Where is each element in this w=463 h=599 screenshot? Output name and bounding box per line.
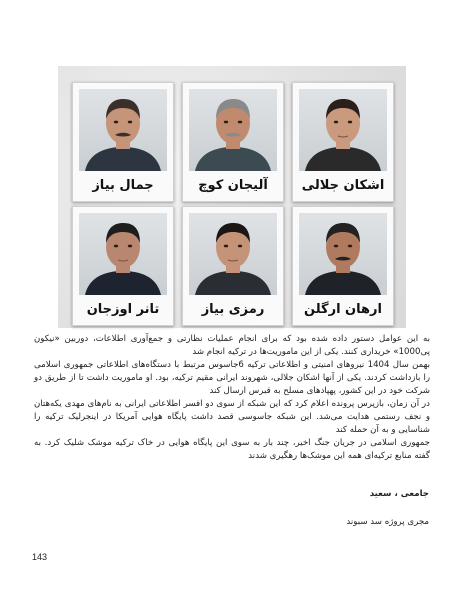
photo-caption: اشکان جلالی — [301, 178, 385, 193]
eye-shape — [334, 121, 338, 124]
shirt-shape — [195, 271, 271, 295]
eye-shape — [348, 121, 352, 124]
shirt-shape — [85, 147, 161, 171]
portrait-photo — [79, 89, 167, 171]
translator-line: مجری پروژه سد سبوند — [346, 517, 429, 527]
shirt-shape — [195, 147, 271, 171]
photo-collage — [58, 66, 406, 328]
photo-caption: رمزی بیاز — [201, 302, 265, 317]
portrait-silhouette — [299, 213, 387, 295]
eye-shape — [334, 245, 338, 248]
paragraph: در آن زمان، بازپرس پرونده اعلام کرد که این شبکه از سوی دو افسر اطلاعاتی ایرانی به نام‌های مهدی یکه‌هتان و نجف رستمی هدایت می‌شد. این شبکه جاسوسی قصد داشت پایگاه هوایی آمریکا در اینجرلیک ترکیه را شناسایی و به آن حمله کند — [34, 399, 430, 435]
photo-card — [72, 82, 174, 202]
eye-shape — [114, 245, 118, 248]
photo-caption: ارهان ارگلن — [304, 302, 382, 317]
photo-caption: جمال بیاز — [92, 178, 154, 193]
paragraph: بهمن سال 1404 نیروهای امنیتی و اطلاعاتی ترکیه 6جاسوس مرتبط با دستگاه‌های اطلاعاتی جمهوری اسلامی را بازداشت کردند. یکی از آنها اشکان جلالی، شهروند ایرانی مقیم ترکیه، بود. او ماموریت داشت تا از طریق دو شرکت خود در این کشور، پهپادهای مسلح به قبرس ارسال کند — [34, 360, 431, 396]
shirt-shape — [305, 271, 381, 295]
photo-card — [292, 82, 394, 202]
photo-card — [292, 206, 394, 326]
photo-caption: تانر اوزجان — [86, 302, 160, 317]
shirt-shape — [85, 271, 161, 295]
eye-shape — [224, 245, 228, 248]
eye-shape — [348, 245, 352, 248]
photo-card — [72, 206, 174, 326]
eye-shape — [224, 121, 228, 124]
eye-shape — [114, 121, 118, 124]
page-number: 143 — [32, 552, 48, 562]
photo-card — [182, 82, 284, 202]
photo-card — [182, 206, 284, 326]
portrait-photo — [189, 89, 277, 171]
portrait-photo — [189, 213, 277, 295]
portrait-silhouette — [189, 213, 277, 295]
portrait-silhouette — [189, 89, 277, 171]
eye-shape — [238, 245, 242, 248]
paragraph: جمهوری اسلامی در جریان جنگ اخیر، چند بار به سوی این پایگاه هوایی در خاک ترکیه موشک شلیک کرد. به گفته منابع ترکیه‌ای همه این موشک‌ها رهگیری شدند — [34, 438, 430, 461]
eye-shape — [238, 121, 242, 124]
portrait-photo — [79, 213, 167, 295]
portrait-photo — [299, 89, 387, 171]
article-body — [34, 333, 430, 463]
portrait-silhouette — [79, 213, 167, 295]
eye-shape — [128, 121, 132, 124]
portrait-silhouette — [79, 89, 167, 171]
photo-caption: آلیجان کوچ — [198, 178, 268, 193]
eye-shape — [128, 245, 132, 248]
portrait-photo — [299, 213, 387, 295]
portrait-silhouette — [299, 89, 387, 171]
author-line: جامعی ، سعید — [369, 489, 429, 499]
paragraph: به این عوامل دستور داده شده بود که برای انجام عملیات نظارتی و جمع‌آوری اطلاعات، دوربین «نیکون پی1000» خریداری کنند. یکی از این ماموریت‌ها در ترکیه انجام شد — [34, 334, 430, 357]
shirt-shape — [305, 147, 381, 171]
